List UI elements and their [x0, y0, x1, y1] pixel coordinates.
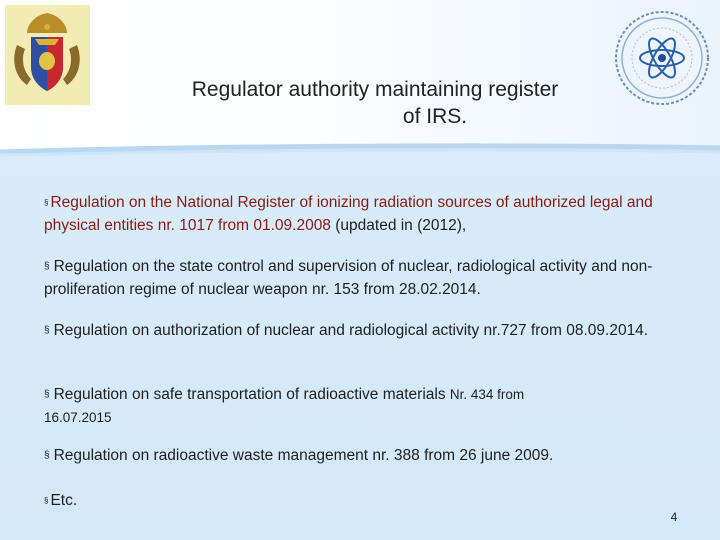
list-item-text: Regulation on radioactive waste management nr. 388 from 26 june 2009.	[53, 447, 554, 464]
list-item-text-date: 16.07.2015	[44, 410, 112, 425]
list-item	[44, 256, 694, 300]
page-number: 4	[670, 510, 678, 524]
bullet-marker: §	[44, 325, 50, 336]
coat-of-arms-emblem	[5, 5, 90, 105]
list-item-text: Regulation on safe transportation of radioactive materials	[53, 386, 450, 403]
slide-title	[130, 76, 620, 130]
list-item-text: Regulation on the National Register of ionizing radiation sources of authorized legal and physical entities nr. 1017 from 01.09.2008	[44, 194, 653, 234]
list-item-text: Etc.	[50, 492, 78, 509]
list-item	[44, 320, 694, 343]
list-item-text-number: Nr. 434 from	[449, 387, 525, 402]
bullet-marker: §	[44, 496, 49, 505]
header-divider	[0, 142, 720, 158]
list-item	[44, 490, 694, 513]
list-item	[44, 445, 694, 468]
list-item-text-suffix: (updated in (2012),	[330, 217, 467, 234]
list-item	[44, 384, 694, 428]
list-item	[44, 192, 694, 236]
bullet-marker: §	[44, 261, 50, 272]
bullet-marker: §	[44, 450, 50, 461]
title-line-2: of IRS.	[402, 105, 468, 128]
list-item-text: Regulation on authorization of nuclear and radiological activity nr.727 from 08.09.2014.	[53, 322, 649, 339]
list-item-text: Regulation on the state control and supervision of nuclear, radiological activity and non-proliferation regime of nuclear weapon nr. 153 from 28.02.2014.	[44, 258, 653, 298]
title-line-1: Regulator authority maintaining register	[191, 78, 559, 101]
regulator-seal-logo	[612, 8, 712, 108]
bullet-marker: §	[44, 389, 50, 400]
bullet-marker: §	[44, 198, 49, 207]
